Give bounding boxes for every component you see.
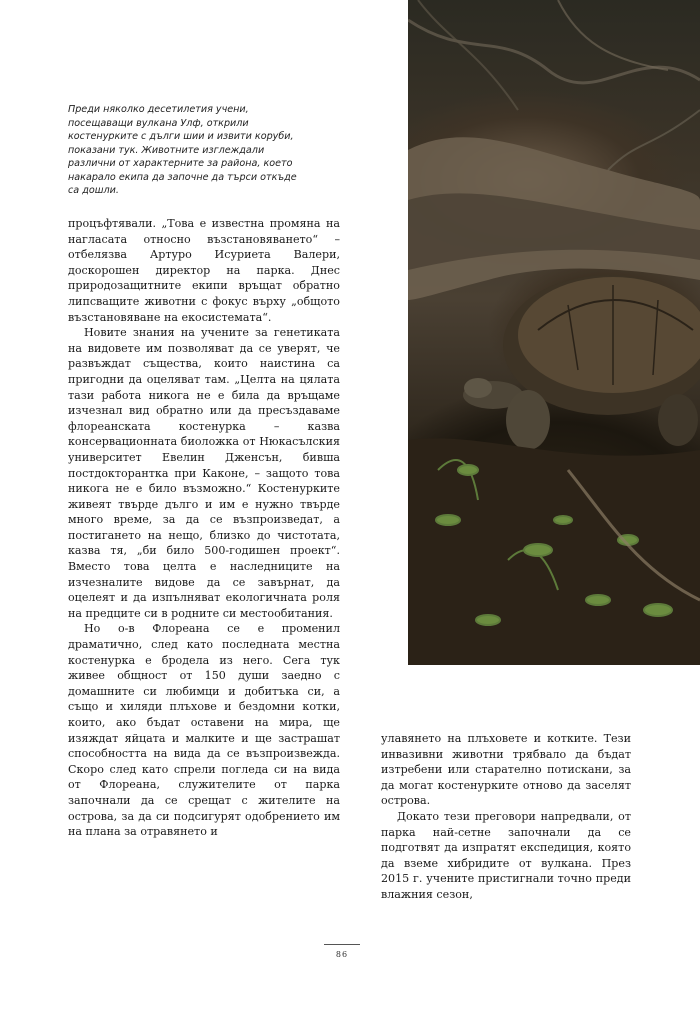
page-number: 86 [335,950,349,959]
tortoise-photo [408,0,700,665]
paragraph: процъфтявали. „Това е известна промяна на нагласата относно възстановяването“ – отбелязва Артуро Исуриета Валери, доскорошен директор на парка. Днес природозащитните екипи връщат обратно липсващите животни с фокус върху „общото възстановяване на екосистемата“. [68,217,340,324]
folio-rule [324,944,360,945]
photo-caption [68,103,304,198]
body-column-left [68,216,340,840]
photo-tortoise-icon [408,0,700,665]
caption-text: Преди няколко десетилетия учени, посещаващи вулкана Улф, открили костенурките с дълги шии и извити коруби, показани тук. Животните изглеждали различни от характерните за района, което накарало екипа да започне да търси откъде са дошли. [68,104,297,196]
paragraph: улавянето на плъховете и котките. Тези инвазивни животни трябвало да бъдат изтребени или старателно потискани, за да могат костенурките отново да заселят острова. [381,732,631,808]
paragraph: Но о-в Флореана се е променил драматично, след като последната местна костенурка е бродела из него. Сега тук живее общност от 150 души заедно с домашните си любимци и добитъка си, а също и хиляди плъхове и бездомни котки, които, ако бъдат оставени на мира, ще изяждат яйцата и малките и ще застрашат способността на вида да се възпроизвежда. Скоро след като спрели погледа си на вида от Флореана, служителите от парка започнали да се срещат с жителите на острова, за да си подсигурят одобрението им на плана за отравянето и [68,622,340,839]
paragraph: Новите знания на учените за генетиката на видовете им позволяват да се уверят, че развъждат същества, които наистина са пригодни да оцеляват там. „Целта на цялата тази работа никога не е била да връщаме изчезнал вид обратно или да пресъздаваме флореанската костенурка – казва консервационната биоложка от Нюкасълския университет Евелин Дженсън, бивша постдокторантка при Каконе, – защото това никога не е било възможно.“ Костенурките живеят твърде дълго и им е нужно твърде много време, за да се възпроизведат, а постигането на нещо, близко до чистотата, казва тя, „би било 500-годишен проект“. Вместо това целта е наследниците на изчезналите видове да се завърнат, да оцелеят и да изпълняват екологичната роля на предците си в родните си местообитания. [68,326,340,620]
paragraph: Докато тези преговори напредвали, от парка най-сетне започнали да се подготвят да изпратят експедиция, която да вземе хибридите от вулкана. През 2015 г. учените пристигнали точно преди влажния сезон, [381,809,631,901]
body-column-right [381,731,631,903]
